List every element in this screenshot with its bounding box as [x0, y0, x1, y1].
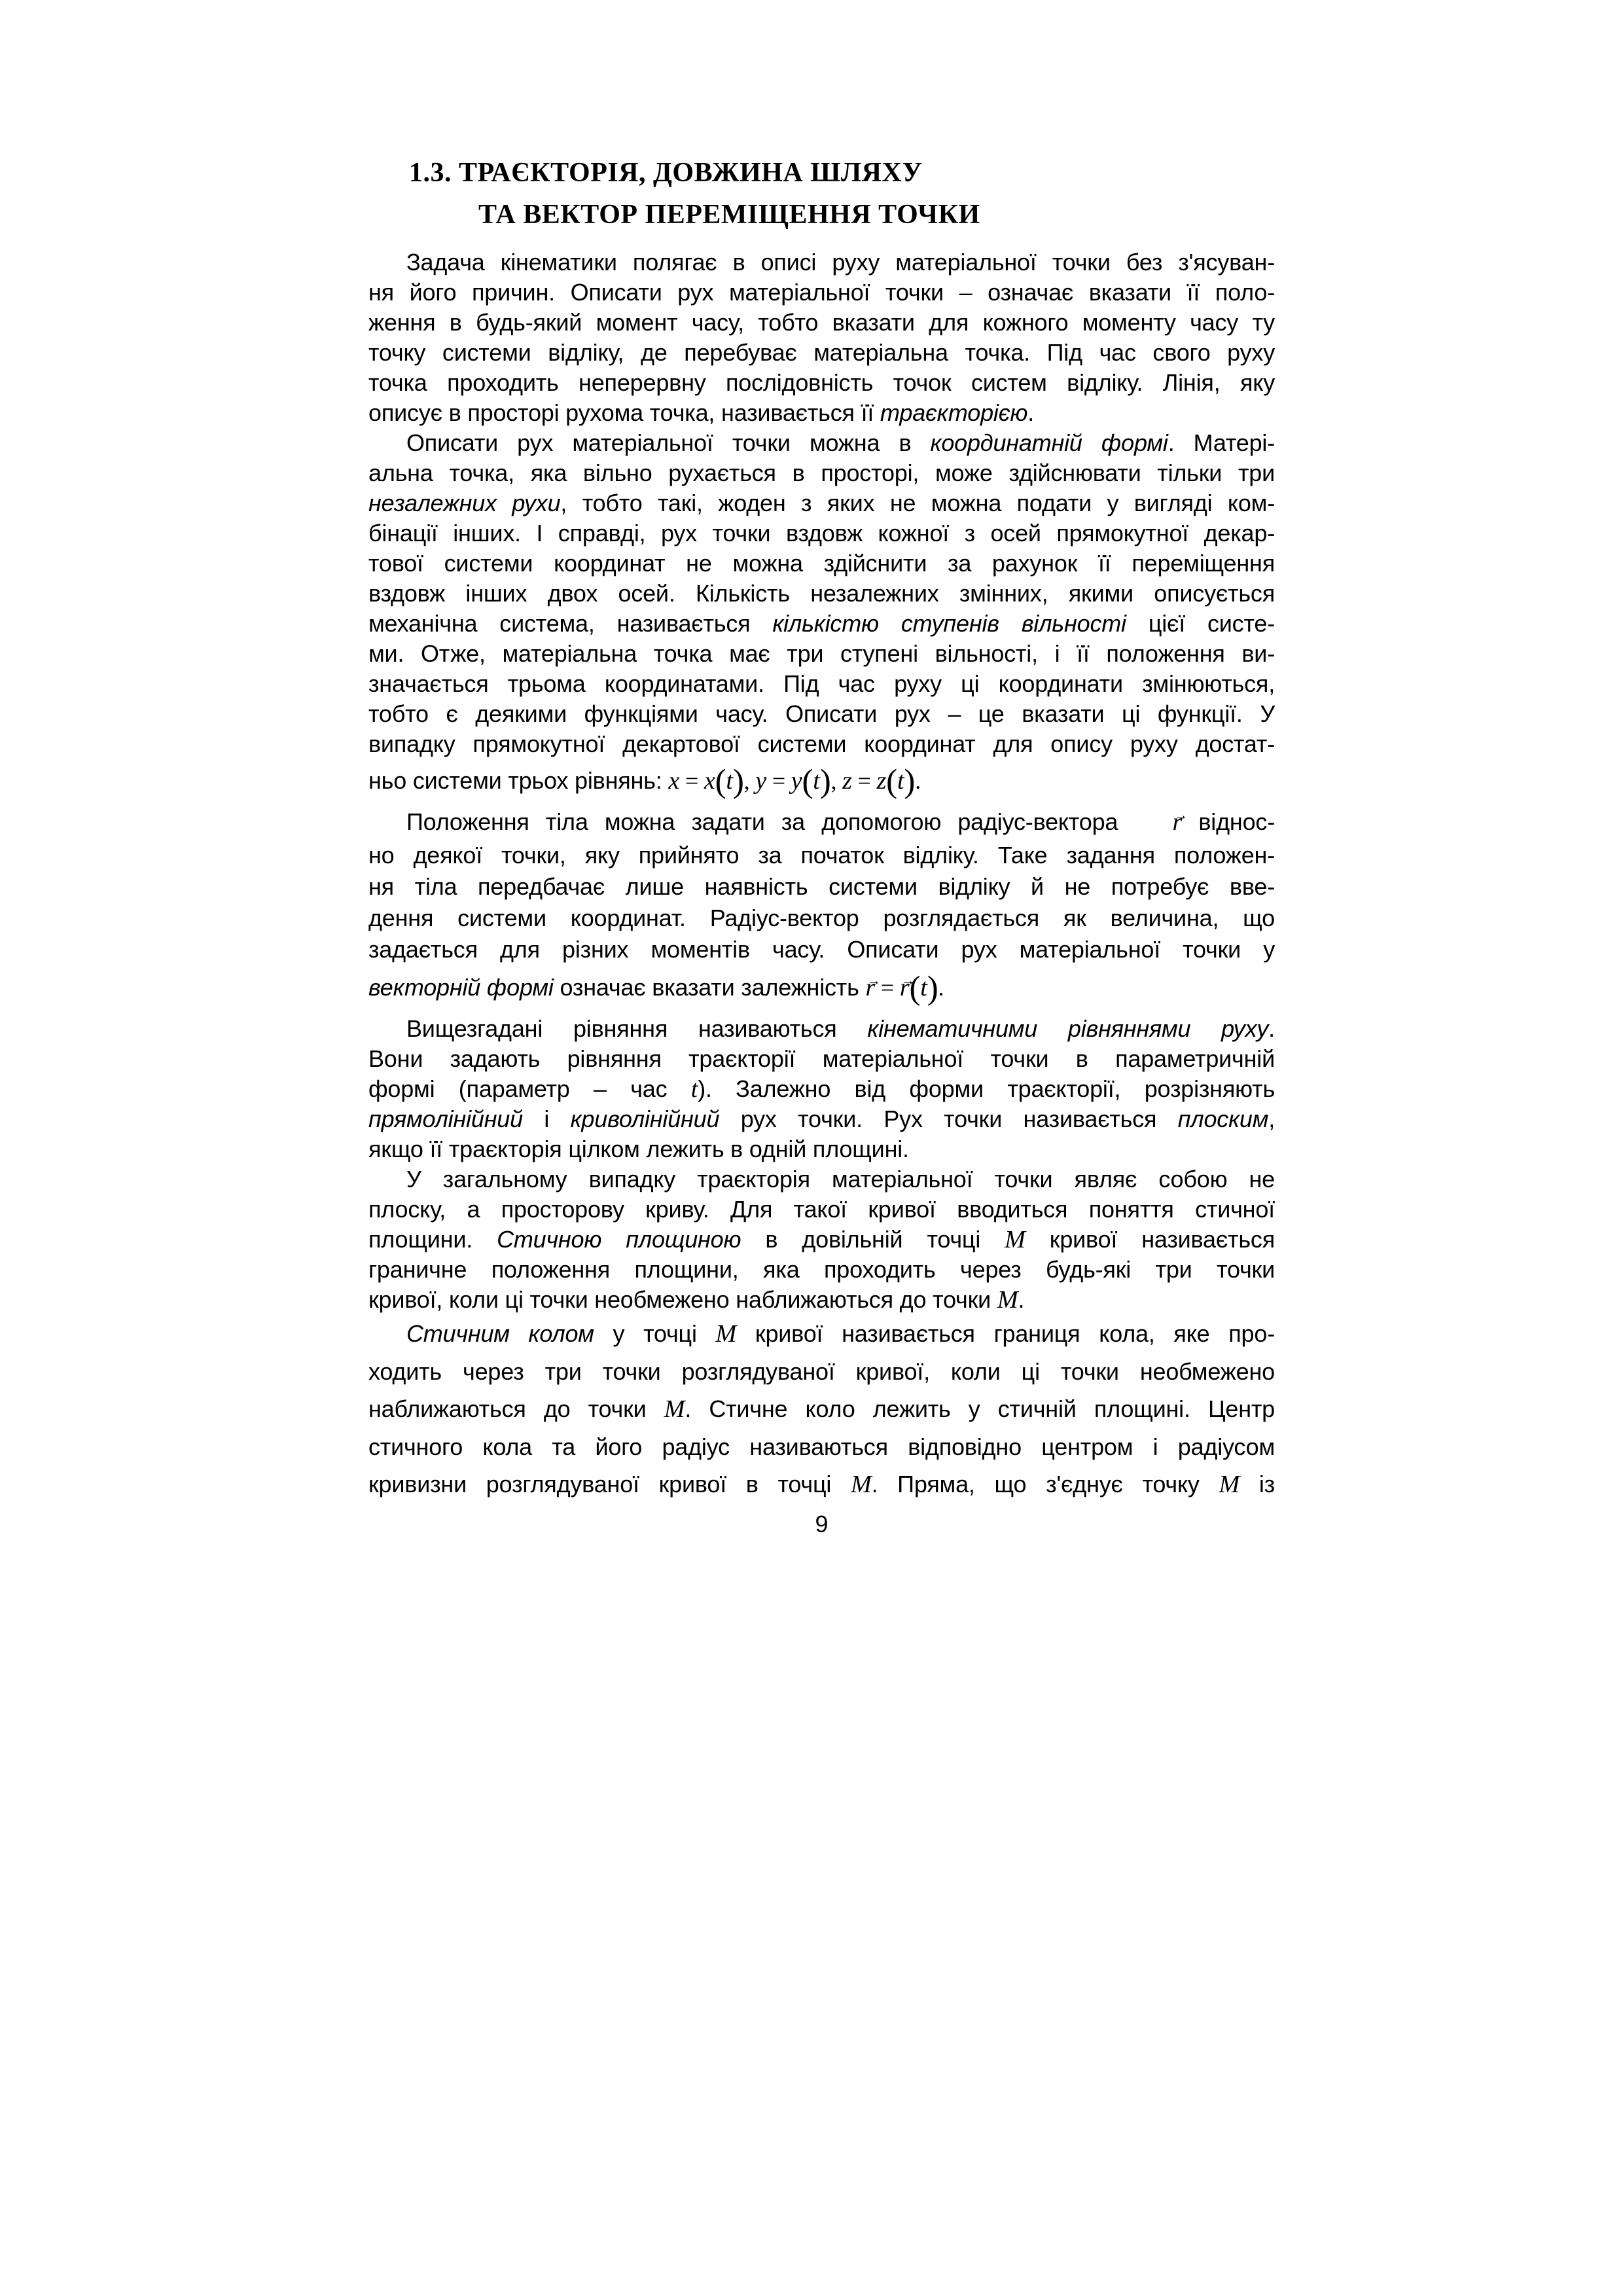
text-line: [368, 518, 1275, 548]
text-segment: ). Залежно від форми траєкторії, розрізняють: [698, 1075, 1275, 1102]
text-line: [368, 1014, 1275, 1044]
text-line: [368, 428, 1275, 458]
text-line: [368, 871, 1275, 903]
text-segment: Задача кінематики полягає в описі руху матеріальної точки без з'ясуван-: [406, 249, 1275, 276]
text-line: [368, 1285, 1275, 1315]
text-line: [368, 458, 1275, 488]
text-line: [368, 840, 1275, 871]
text-segment: випадку прямокутної декартової системи координат для опису руху достат-: [368, 730, 1275, 757]
text-segment: і: [522, 1105, 571, 1132]
text-segment: .: [1018, 1286, 1025, 1313]
text-segment: ня тіла передбачає лише наявність системи відліку й не потребує вве-: [368, 873, 1275, 900]
text-segment: Стичною площиною: [497, 1226, 741, 1253]
text-segment: t: [920, 974, 927, 1001]
text-line: [368, 639, 1275, 669]
text-line: [368, 548, 1275, 579]
text-segment: наближаються до точки: [368, 1395, 664, 1422]
text-segment: (: [715, 762, 726, 800]
text-line: [368, 247, 1275, 278]
text-segment: кривої називається границя кола, яке про-: [736, 1320, 1275, 1347]
text-segment: якщо її траєкторія цілком лежить в одній площині.: [368, 1136, 909, 1162]
text-segment: дення системи координат. Радіус-вектор розглядається як величина, що: [368, 905, 1275, 931]
text-segment: ження в будь-який момент часу, тобто вказати для кожного моменту часу ту: [368, 309, 1275, 336]
text-segment: y: [791, 767, 802, 795]
text-line: [368, 1353, 1275, 1390]
text-segment: x: [704, 767, 715, 795]
text-segment: цієї систе-: [1126, 610, 1275, 637]
text-segment: криволінійний: [570, 1105, 720, 1132]
text-segment: =: [766, 768, 791, 794]
text-segment: t: [897, 767, 904, 795]
text-segment: =: [679, 768, 704, 794]
text-segment: прямолінійний: [368, 1105, 523, 1132]
text-line: [368, 1044, 1275, 1074]
text-segment: граничне положення площини, яка проходить через будь-які три точки: [368, 1256, 1275, 1283]
text-segment: кривої називається: [1025, 1226, 1275, 1253]
text-segment: =: [851, 768, 877, 794]
paragraph: [368, 806, 1275, 1007]
section-title: [368, 156, 1275, 232]
text-segment: формі (параметр – час: [368, 1075, 691, 1102]
text-segment: ньо системи трьох рівнянь:: [368, 767, 669, 794]
text-segment: ми. Отже, матеріальна точка має три ступені вільності, і її положення ви-: [368, 640, 1275, 667]
text-segment: стичного кола та його радіус називаються відповідно центром і радіусом: [368, 1433, 1275, 1460]
text-segment: ): [927, 969, 938, 1007]
text-line: [368, 1255, 1275, 1285]
text-segment: M: [1219, 1471, 1240, 1498]
text-segment: .: [1268, 1015, 1275, 1042]
text-segment: означає вказати залежність: [553, 974, 866, 1001]
text-segment: ня його причин. Описати рух матеріальної точки – означає вказати її поло-: [368, 279, 1275, 306]
text-segment: ходить через три точки розглядуваної кривої, коли ці точки необмежено: [368, 1358, 1275, 1385]
vector-r-symbol: r →: [865, 972, 875, 1003]
text-segment: описує в просторі рухома точка, називається її: [368, 399, 881, 426]
text-segment: механічна система, називається: [368, 610, 773, 637]
text-segment: Вищезгадані рівняння називаються: [406, 1015, 868, 1042]
text-segment: тобто є деякими функціями часу. Описати рух – це вказати ці функції. У: [368, 700, 1275, 727]
text-line: [368, 934, 1275, 965]
paragraph: [368, 1164, 1275, 1315]
text-segment: координатній формі: [930, 429, 1168, 456]
text-segment: Положення тіла можна задати за допомогою радіус-вектора: [406, 808, 1135, 835]
text-segment: тової системи координат не можна здійснити за рахунок її переміщення: [368, 550, 1275, 577]
text-line: [368, 1315, 1275, 1353]
text-line: [368, 729, 1275, 759]
text-segment: площини.: [368, 1226, 497, 1253]
text-segment: задається для різних моментів часу. Описати рух матеріальної точки у: [368, 936, 1275, 963]
text-line: [368, 1074, 1275, 1104]
text-line: [368, 338, 1275, 368]
text-line: [368, 1104, 1275, 1134]
text-line: [368, 1134, 1275, 1164]
text-segment: ): [819, 762, 831, 800]
section-title-line1: 1.3. ТРАЄКТОРІЯ, ДОВЖИНА ШЛЯХУ: [409, 158, 923, 188]
text-segment: (: [886, 762, 897, 800]
text-segment: (: [802, 762, 813, 800]
text-segment: t: [726, 767, 733, 795]
text-segment: кінематичними рівняннями руху: [867, 1015, 1269, 1042]
text-segment: у точці: [594, 1320, 716, 1347]
text-segment: ,: [830, 768, 843, 794]
text-segment: t: [690, 1075, 698, 1103]
text-segment: точка проходить неперервну послідовність точок систем відліку. Лінія, яку: [368, 369, 1275, 396]
text-line: [368, 278, 1275, 308]
text-segment: M: [997, 1286, 1018, 1314]
text-segment: .: [915, 768, 921, 794]
text-segment: із: [1240, 1471, 1275, 1498]
text-segment: ): [904, 762, 916, 800]
text-line: [368, 579, 1275, 609]
text-line: [368, 669, 1275, 699]
vector-r-symbol: r →: [900, 972, 910, 1003]
text-segment: кількістю ступенів вільності: [772, 610, 1126, 637]
text-segment: Вони задають рівняння траєкторії матеріальної точки в параметричній: [368, 1045, 1275, 1072]
paragraph: [368, 1315, 1275, 1503]
body-text: [368, 247, 1275, 1503]
text-segment: но деякої точки, яку прийнято за початок відліку. Таке задання положен-: [368, 842, 1275, 869]
paragraph: [368, 428, 1275, 800]
text-line: [368, 368, 1275, 398]
text-segment: =: [875, 975, 900, 1001]
text-segment: в довільній точці: [741, 1226, 1005, 1253]
text-segment: рух точки. Рух точки називається: [719, 1105, 1178, 1132]
text-segment: кривизни розглядуваної кривої в точці: [368, 1471, 851, 1498]
text-line: [368, 609, 1275, 639]
text-line: [368, 488, 1275, 518]
text-segment: M: [715, 1320, 737, 1348]
text-segment: y: [755, 767, 767, 795]
text-line: [368, 1164, 1275, 1194]
text-segment: віднос-: [1182, 808, 1275, 835]
text-segment: M: [1005, 1226, 1026, 1253]
text-segment: траєкторією: [880, 399, 1028, 426]
text-segment: . Пряма, що з'єднує точку: [871, 1471, 1219, 1498]
text-segment: Стичним колом: [406, 1320, 594, 1347]
text-line: [368, 308, 1275, 338]
text-segment: Описати рух матеріальної точки можна в: [406, 429, 931, 456]
text-segment: альна точка, яка вільно рухається в просторі, може здійснювати тільки три: [368, 459, 1275, 486]
text-segment: x: [668, 767, 680, 795]
text-line: [368, 762, 1275, 800]
paragraph: [368, 247, 1275, 428]
paragraph: [368, 1014, 1275, 1164]
text-segment: M: [664, 1395, 685, 1423]
text-segment: M: [850, 1471, 872, 1498]
page-number: 9: [815, 1511, 829, 1537]
text-line: [368, 903, 1275, 934]
text-segment: z: [876, 767, 887, 795]
text-segment: векторній формі: [368, 974, 554, 1001]
text-segment: значається трьома координатами. Під час руху ці координати змінюються,: [368, 670, 1275, 697]
text-segment: ): [732, 762, 744, 800]
text-line: [368, 1390, 1275, 1428]
text-line: [368, 1225, 1275, 1255]
text-segment: ,: [1268, 1105, 1275, 1132]
text-line: [368, 398, 1275, 428]
text-segment: t: [813, 767, 820, 795]
text-segment: бінації інших. І справді, рух точки вздовж кожної з осей прямокутної декар-: [368, 520, 1275, 547]
text-segment: незалежних рухи: [368, 490, 561, 516]
text-segment: ,: [743, 768, 756, 794]
text-segment: вздовж інших двох осей. Кількість незалежних змінних, якими описується: [368, 580, 1275, 607]
text-segment: кривої, коли ці точки необмежено наближаються до точки: [368, 1286, 997, 1313]
text-line: [368, 1428, 1275, 1465]
text-segment: плоску, а просторову криву. Для такої кривої вводиться поняття стичної: [368, 1196, 1275, 1223]
text-segment: . Стичне коло лежить у стичній площині. Центр: [685, 1395, 1275, 1422]
text-segment: плоским: [1177, 1105, 1269, 1132]
section-title-line2: ТА ВЕКТОР ПЕРЕМІЩЕННЯ ТОЧКИ: [478, 200, 980, 230]
text-line: [368, 699, 1275, 729]
text-segment: z: [842, 767, 852, 795]
text-line: [368, 1465, 1275, 1503]
text-line: [368, 969, 1275, 1007]
text-segment: У загальному випадку траєкторія матеріальної точки являє собою не: [406, 1166, 1275, 1193]
text-segment: точку системи відліку, де перебуває матеріальна точка. Під час свого руху: [368, 339, 1275, 366]
vector-r-symbol: r →: [1134, 806, 1182, 838]
text-line: [368, 806, 1275, 838]
text-segment: , тобто такі, жоден з яких не можна подати у вигляді ком-: [560, 490, 1275, 516]
text-segment: (: [909, 969, 921, 1007]
text-segment: .: [938, 975, 944, 1001]
text-segment: . Матері-: [1168, 429, 1275, 456]
text-segment: .: [1027, 399, 1035, 426]
text-line: [368, 1194, 1275, 1225]
